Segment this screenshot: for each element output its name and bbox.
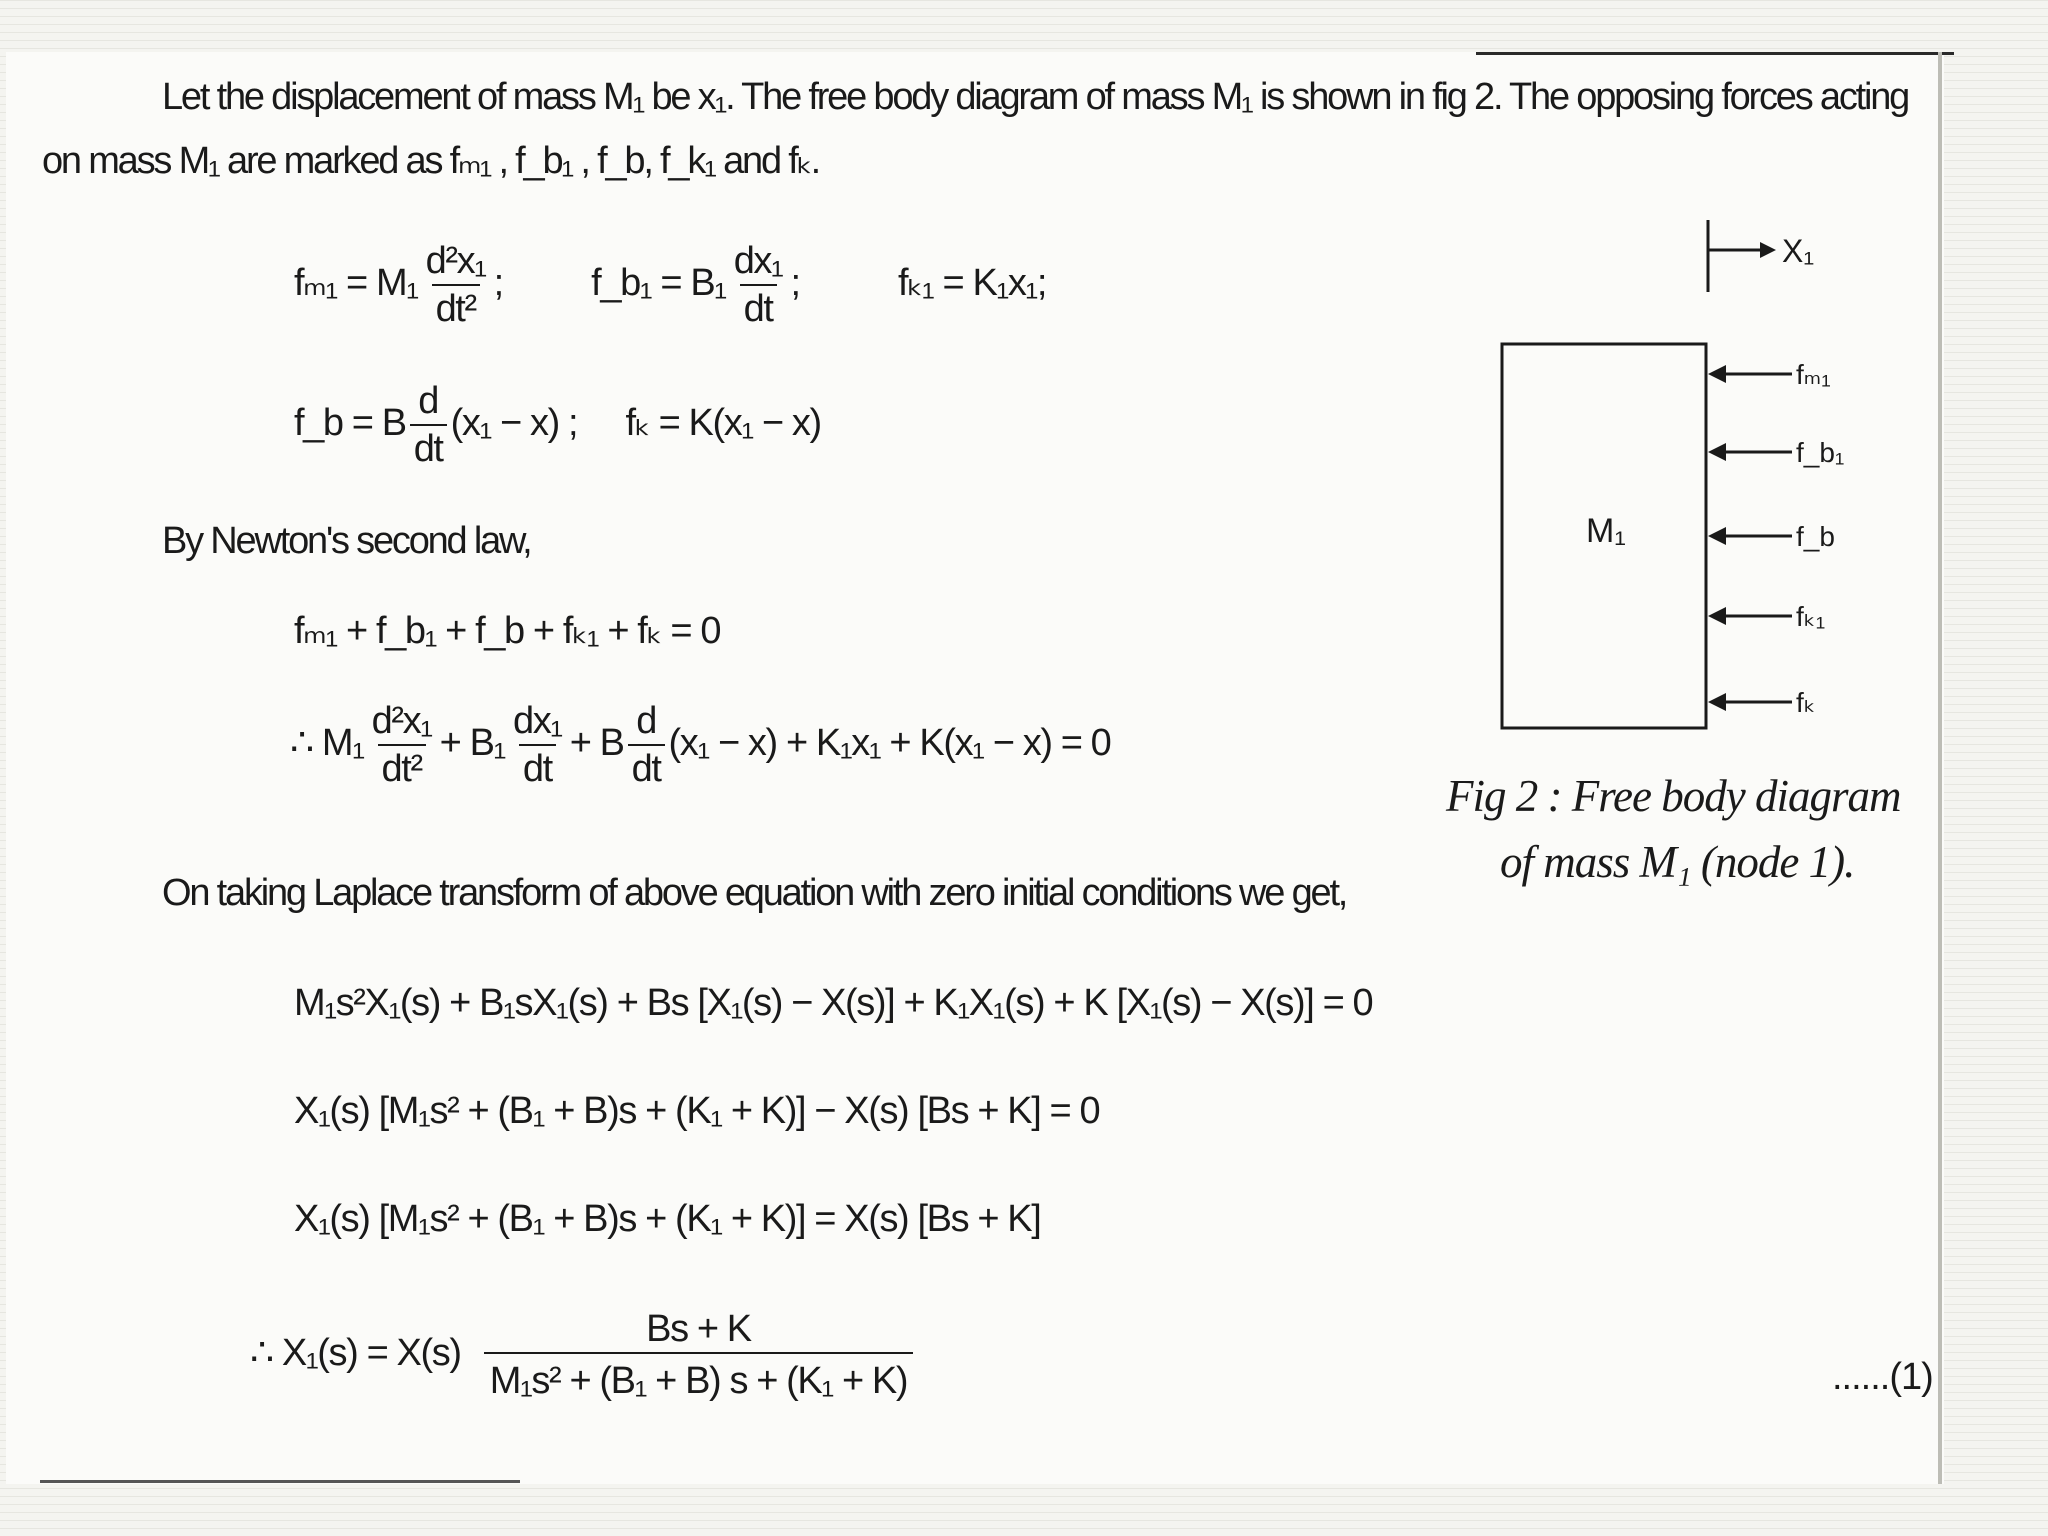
free-body-diagram (1486, 202, 1916, 718)
fm1-lhs: fₘ₁ = M₁ (294, 262, 418, 305)
fb-lhs: f_b = B (294, 402, 406, 445)
top-rule (1476, 52, 1954, 55)
figure-caption-line-1: Fig 2 : Free body diagram (1446, 771, 1901, 821)
separator-2: ; (790, 262, 800, 305)
figure-caption-line-2: of mass M₁ (node 1). (1500, 837, 1855, 887)
intro-line-2: on mass M₁ are marked as fₘ₁ , f_b₁ , f_b, f_k₁ and fₖ. (42, 140, 819, 182)
fm1-numerator: d²x₁ (425, 240, 486, 282)
force-label-fk1: fₖ₁ (1796, 601, 1826, 632)
page-right-edge (1938, 52, 1942, 1484)
fb-fraction (410, 382, 447, 468)
equation-number: ......(1) (1832, 1356, 1933, 1398)
force-arrowhead (1708, 443, 1726, 461)
expanded-numerator-2: dx₁ (512, 700, 562, 742)
newton-text: By Newton's second law, (162, 520, 531, 562)
fb-numerator: d (418, 380, 438, 422)
equation-laplace-3: X₁(s) [M₁s² + (B₁ + B)s + (K₁ + K)] = X(s) [Bs + K] (294, 1198, 1041, 1240)
fb1-numerator: dx₁ (733, 240, 783, 282)
separator-1: ; (493, 262, 503, 305)
equation-laplace-2: X₁(s) [M₁s² + (B₁ + B)s + (K₁ + K)] − X(s) [Bs + K] = 0 (294, 1090, 1100, 1132)
expanded-fraction-1 (368, 702, 436, 788)
expanded-fraction-2 (509, 702, 566, 788)
force-arrowhead (1708, 693, 1726, 711)
fb1-lhs: f_b₁ = B₁ (591, 262, 726, 305)
expanded-mid-2: + B (569, 722, 624, 765)
expanded-lead: ∴ M₁ (290, 722, 364, 765)
force-label-fm1: fₘ₁ (1796, 359, 1831, 390)
intro-line-1: Let the displacement of mass M₁ be x₁. The free body diagram of mass M₁ is shown in fig 2. The opposing forces acting (162, 76, 1909, 118)
equation-forces-2 (294, 382, 821, 468)
document-page (6, 52, 1944, 1484)
force-arrow-fb (1708, 521, 1835, 552)
final-numerator: Bs + K (646, 1308, 751, 1350)
equation-final (250, 1310, 917, 1400)
equation-force-sum: fₘ₁ + f_b₁ + f_b + fₖ₁ + fₖ = 0 (294, 610, 721, 652)
fb1-fraction (730, 242, 787, 328)
expanded-denominator-2: dt (519, 744, 556, 788)
fk1-expression: fₖ₁ = K₁x₁; (897, 262, 1046, 305)
displacement-arrowhead (1760, 242, 1776, 258)
force-arrowhead (1708, 365, 1726, 383)
equation-forces-1 (294, 242, 1046, 328)
bottom-rule (40, 1480, 520, 1483)
force-arrow-fm1 (1708, 359, 1831, 390)
expanded-mid-1: + B₁ (439, 722, 505, 765)
expanded-numerator-1: d²x₁ (371, 700, 432, 742)
fm1-fraction (422, 242, 490, 328)
mass-label: M₁ (1586, 512, 1626, 550)
final-fraction (484, 1310, 913, 1400)
final-lead: ∴ X₁(s) = X(s) (250, 1332, 461, 1375)
expanded-numerator-3: d (636, 700, 656, 742)
laplace-text: On taking Laplace transform of above equation with zero initial conditions we get, (162, 872, 1347, 914)
expanded-denominator-1: dt² (378, 744, 426, 788)
force-label-fk: fₖ (1796, 687, 1816, 718)
expanded-denominator-3: dt (628, 744, 665, 788)
force-label-fb1: f_b₁ (1796, 437, 1845, 468)
fk-expression: fₖ = K(x₁ − x) (625, 402, 821, 445)
force-arrow-fb1 (1708, 437, 1844, 468)
force-arrow-fk1 (1708, 601, 1825, 632)
equation-expanded (290, 702, 1110, 788)
final-denominator: M₁s² + (B₁ + B) s + (K₁ + K) (484, 1352, 913, 1400)
fb-rest: (x₁ − x) ; (450, 402, 578, 445)
displacement-label: X₁ (1782, 233, 1815, 269)
force-arrow-fk (1708, 687, 1816, 718)
force-arrowhead (1708, 527, 1726, 545)
fb1-denominator: dt (740, 284, 777, 328)
fb-denominator: dt (410, 424, 447, 468)
expanded-tail: (x₁ − x) + K₁x₁ + K(x₁ − x) = 0 (668, 722, 1111, 765)
expanded-fraction-3 (628, 702, 665, 788)
fm1-denominator: dt² (432, 284, 480, 328)
force-label-fb: f_b (1796, 521, 1835, 552)
equation-laplace-1: M₁s²X₁(s) + B₁sX₁(s) + Bs [X₁(s) − X(s)] + K₁X₁(s) + K [X₁(s) − X(s)] = 0 (294, 982, 1373, 1024)
force-arrowhead (1708, 607, 1726, 625)
